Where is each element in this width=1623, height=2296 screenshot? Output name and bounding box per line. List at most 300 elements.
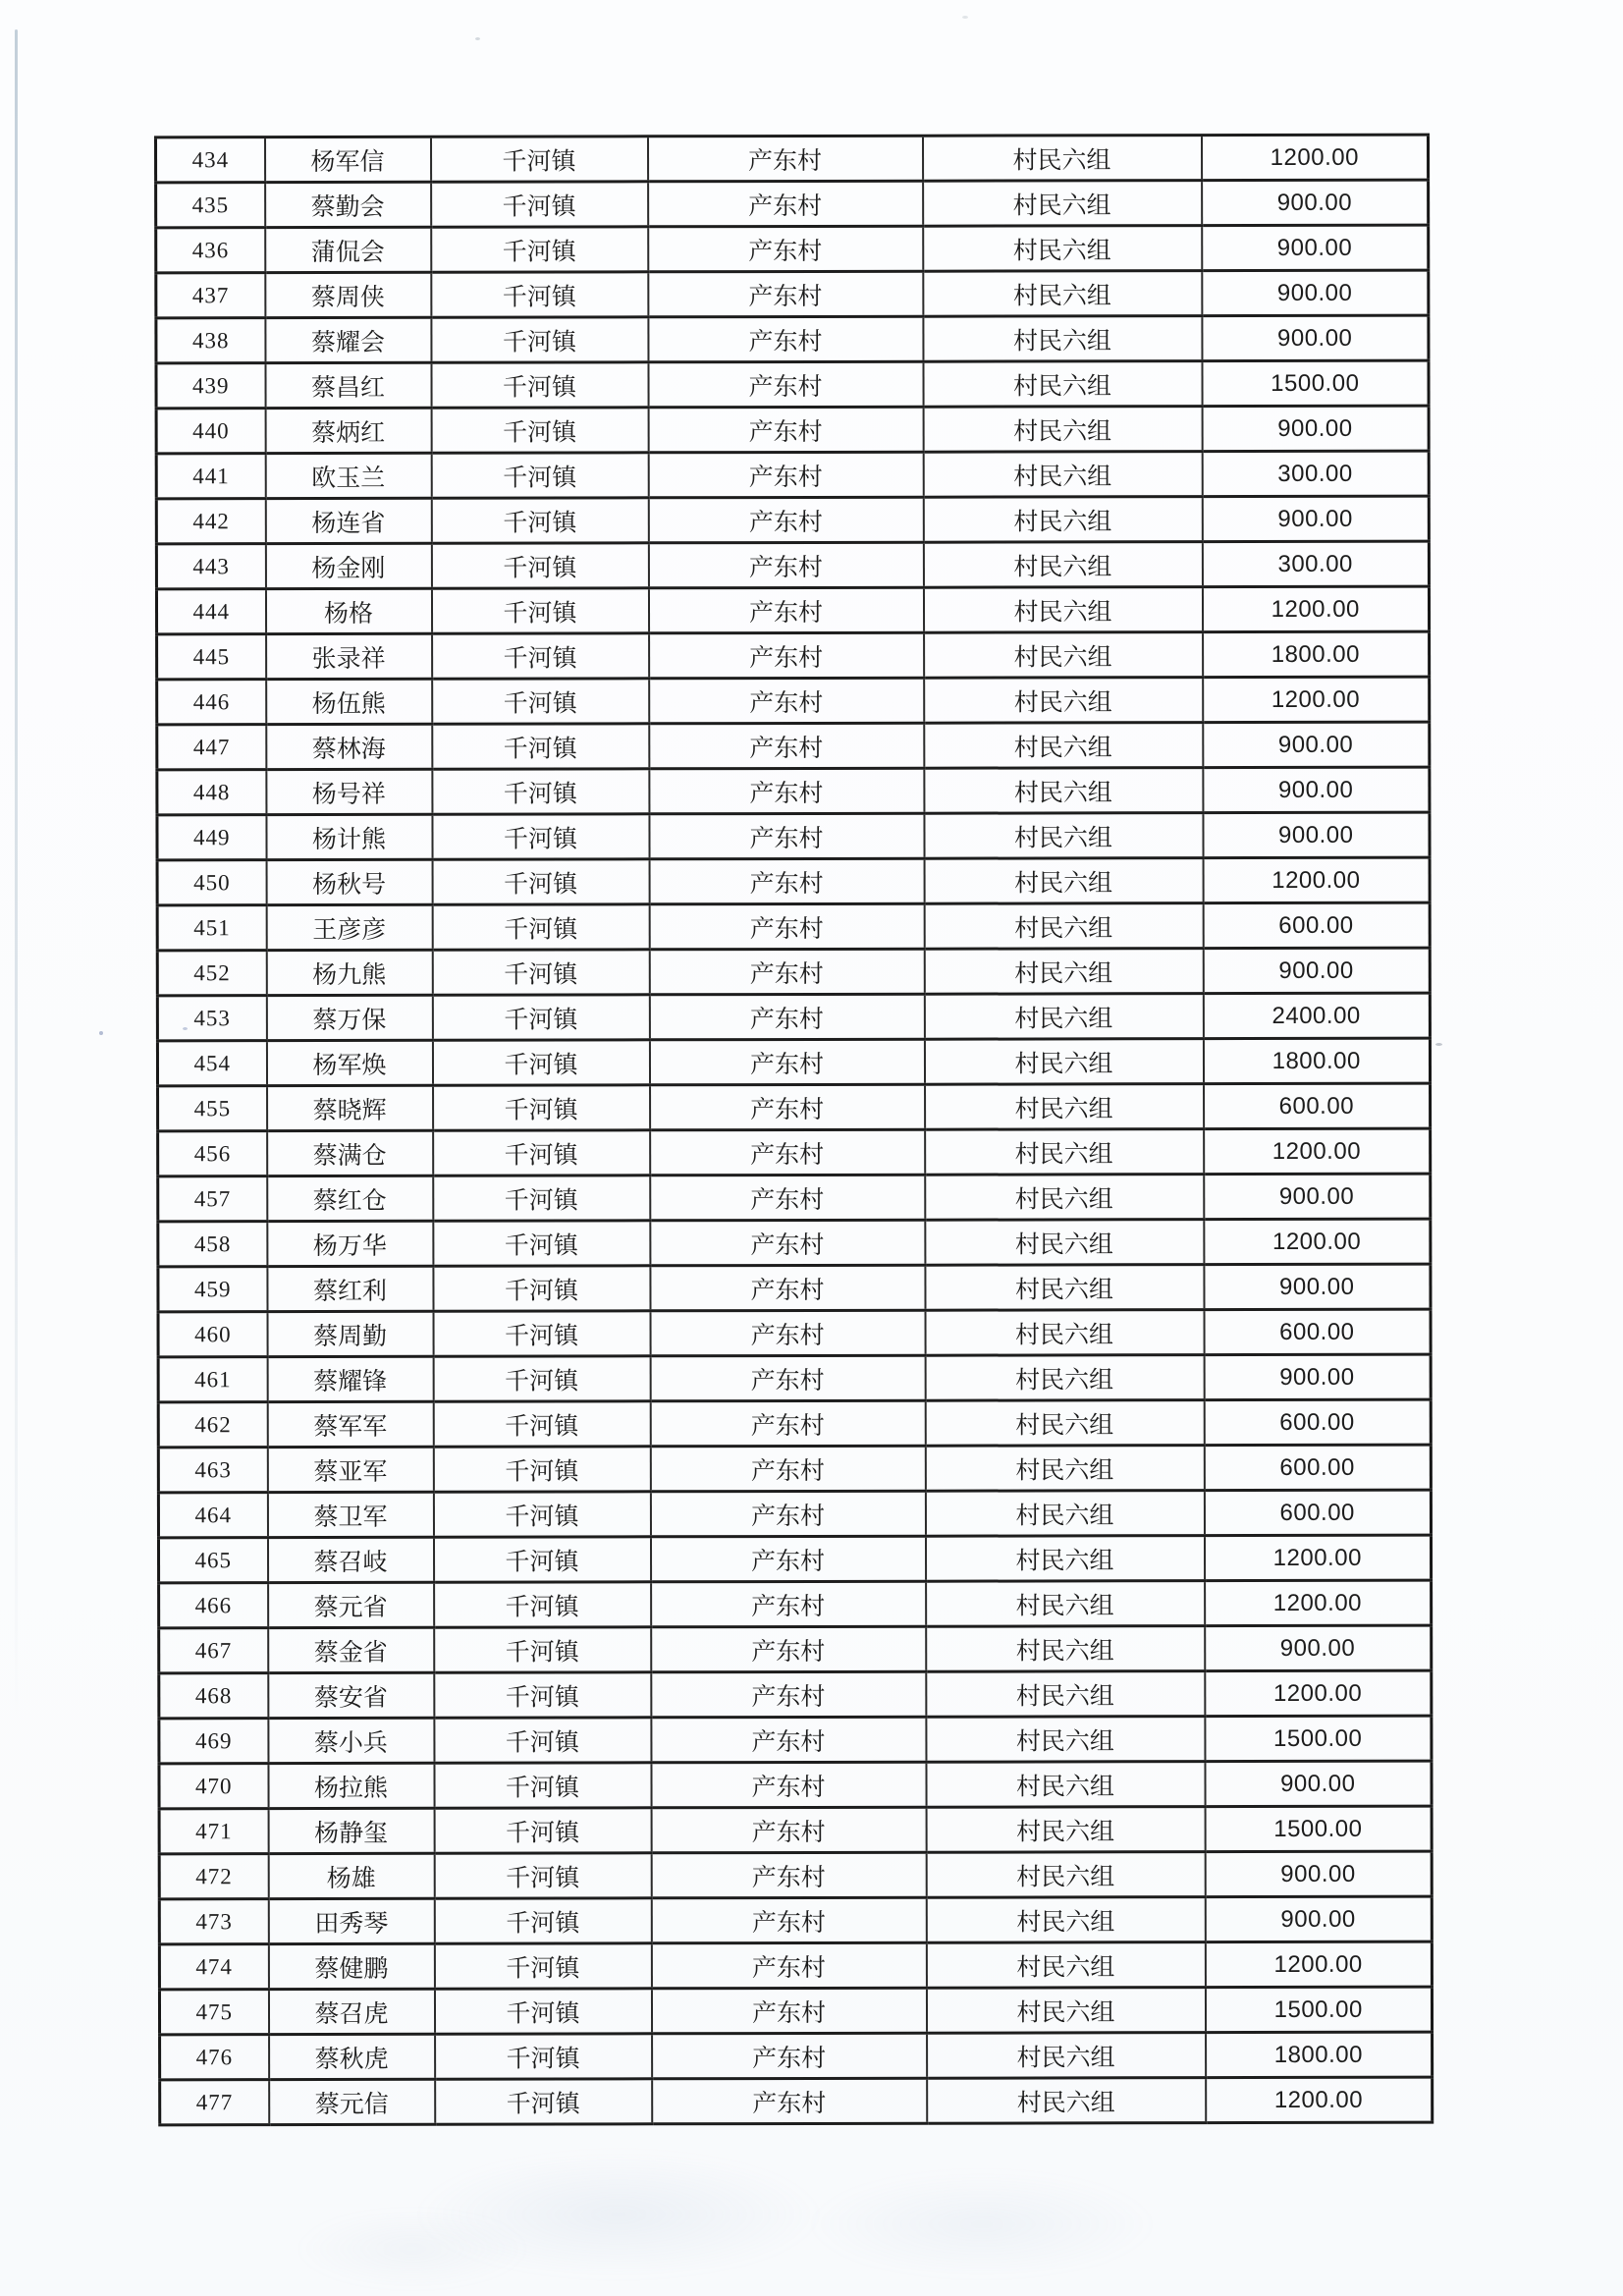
table-row bbox=[159, 1761, 1432, 1809]
cell-row-number: 435 bbox=[156, 183, 265, 228]
cell-group: 村民六组 bbox=[924, 723, 1203, 769]
cell-amount: 1200.00 bbox=[1204, 1219, 1431, 1264]
cell-amount: 900.00 bbox=[1203, 767, 1430, 812]
cell-name: 杨军焕 bbox=[266, 1040, 432, 1085]
cell-town: 千河镇 bbox=[431, 182, 648, 227]
cell-row-number: 476 bbox=[160, 2035, 269, 2080]
scan-speck bbox=[99, 1031, 103, 1035]
cell-village: 产东村 bbox=[651, 1852, 926, 1898]
table-row bbox=[158, 1128, 1431, 1176]
table-row bbox=[156, 496, 1429, 544]
cell-row-number: 448 bbox=[157, 770, 266, 815]
cell-name: 蔡卫军 bbox=[267, 1492, 433, 1537]
cell-village: 产东村 bbox=[649, 723, 924, 769]
cell-group: 村民六组 bbox=[926, 1581, 1205, 1627]
cell-name: 杨雄 bbox=[268, 1853, 434, 1898]
cell-row-number: 458 bbox=[158, 1222, 267, 1267]
cell-row-number: 441 bbox=[156, 454, 265, 499]
cell-village: 产东村 bbox=[650, 1084, 925, 1130]
cell-amount: 600.00 bbox=[1204, 1445, 1431, 1490]
table-row bbox=[157, 722, 1430, 770]
cell-row-number: 471 bbox=[159, 1809, 268, 1854]
cell-village: 产东村 bbox=[648, 452, 923, 498]
cell-name: 蒲侃会 bbox=[265, 227, 431, 272]
cell-name: 杨秋号 bbox=[266, 859, 432, 904]
cell-group: 村民六组 bbox=[923, 497, 1202, 543]
cell-row-number: 469 bbox=[159, 1719, 268, 1764]
cell-group: 村民六组 bbox=[926, 1671, 1205, 1718]
cell-row-number: 467 bbox=[159, 1628, 268, 1673]
cell-amount: 1200.00 bbox=[1205, 1580, 1432, 1625]
table-row bbox=[160, 2032, 1433, 2080]
cell-group: 村民六组 bbox=[925, 1446, 1204, 1492]
cell-row-number: 461 bbox=[158, 1357, 267, 1402]
cell-village: 产东村 bbox=[648, 136, 923, 182]
table-row bbox=[156, 360, 1429, 409]
cell-amount: 900.00 bbox=[1203, 722, 1430, 767]
cell-amount: 900.00 bbox=[1205, 1896, 1432, 1941]
cell-name: 杨格 bbox=[265, 588, 431, 633]
table-row bbox=[157, 902, 1430, 951]
cell-name: 蔡勤会 bbox=[265, 182, 431, 227]
cell-town: 千河镇 bbox=[433, 1085, 650, 1130]
cell-village: 产东村 bbox=[648, 542, 923, 588]
cell-name: 蔡周勤 bbox=[267, 1311, 433, 1356]
cell-name: 蔡安省 bbox=[268, 1672, 434, 1718]
cell-group: 村民六组 bbox=[923, 542, 1202, 588]
table-row bbox=[159, 1716, 1432, 1764]
table-row bbox=[159, 1625, 1432, 1673]
table-row bbox=[159, 1806, 1432, 1854]
cell-town: 千河镇 bbox=[434, 1627, 651, 1672]
cell-row-number: 440 bbox=[156, 409, 265, 454]
cell-name: 蔡晓辉 bbox=[267, 1085, 433, 1130]
cell-row-number: 445 bbox=[157, 634, 266, 680]
cell-name: 杨连省 bbox=[265, 498, 431, 543]
cell-town: 千河镇 bbox=[433, 1356, 650, 1401]
cell-group: 村民六组 bbox=[924, 994, 1203, 1040]
cell-town: 千河镇 bbox=[431, 408, 648, 453]
cell-town: 千河镇 bbox=[431, 362, 648, 408]
cell-town: 千河镇 bbox=[431, 453, 648, 498]
cell-town: 千河镇 bbox=[434, 1943, 651, 1989]
table-row bbox=[159, 1896, 1432, 1944]
cell-name: 杨伍熊 bbox=[266, 679, 432, 724]
cell-village: 产东村 bbox=[648, 226, 923, 272]
cell-name: 杨拉熊 bbox=[268, 1763, 434, 1808]
cell-amount: 1500.00 bbox=[1205, 1806, 1432, 1851]
table-row bbox=[158, 1309, 1431, 1357]
cell-group: 村民六组 bbox=[927, 2078, 1206, 2124]
cell-village: 产东村 bbox=[651, 1581, 926, 1627]
cell-village: 产东村 bbox=[650, 1491, 925, 1537]
cell-village: 产东村 bbox=[652, 2033, 927, 2079]
cell-village: 产东村 bbox=[651, 1762, 926, 1808]
cell-village: 产东村 bbox=[651, 1942, 926, 1989]
cell-town: 千河镇 bbox=[434, 1808, 651, 1853]
cell-amount: 600.00 bbox=[1204, 1490, 1431, 1535]
table-row bbox=[156, 451, 1429, 499]
cell-town: 千河镇 bbox=[432, 950, 649, 995]
cell-row-number: 443 bbox=[156, 544, 265, 589]
cell-group: 村民六组 bbox=[926, 1988, 1205, 2034]
cell-village: 产东村 bbox=[650, 1129, 925, 1175]
cell-group: 村民六组 bbox=[927, 2033, 1206, 2079]
cell-town: 千河镇 bbox=[433, 1130, 650, 1175]
cell-amount: 900.00 bbox=[1203, 948, 1430, 993]
cell-town: 千河镇 bbox=[432, 814, 649, 859]
scan-smudge bbox=[412, 2151, 825, 2278]
table-row bbox=[157, 812, 1430, 860]
cell-group: 村民六组 bbox=[924, 632, 1203, 679]
table-row bbox=[157, 993, 1430, 1041]
cell-town: 千河镇 bbox=[434, 1989, 651, 2034]
table-row bbox=[156, 406, 1429, 454]
cell-row-number: 473 bbox=[159, 1899, 268, 1944]
cell-town: 千河镇 bbox=[431, 543, 648, 588]
cell-group: 村民六组 bbox=[924, 1039, 1203, 1085]
cell-town: 千河镇 bbox=[432, 679, 649, 724]
cell-village: 产东村 bbox=[649, 768, 924, 814]
cell-row-number: 434 bbox=[156, 137, 265, 183]
scan-speck bbox=[962, 16, 968, 19]
cell-row-number: 452 bbox=[157, 951, 266, 996]
cell-name: 蔡炳红 bbox=[265, 408, 431, 453]
scan-speck bbox=[475, 37, 480, 40]
table-row bbox=[157, 767, 1430, 815]
cell-town: 千河镇 bbox=[434, 1853, 651, 1898]
cell-row-number: 464 bbox=[158, 1493, 267, 1538]
cell-town: 千河镇 bbox=[433, 1492, 650, 1537]
cell-row-number: 468 bbox=[159, 1673, 268, 1719]
cell-amount: 900.00 bbox=[1202, 315, 1429, 360]
cell-amount: 1200.00 bbox=[1204, 1535, 1431, 1580]
cell-group: 村民六组 bbox=[925, 1265, 1204, 1311]
cell-group: 村民六组 bbox=[925, 1310, 1204, 1356]
cell-name: 蔡元省 bbox=[268, 1582, 434, 1627]
cell-name: 张录祥 bbox=[266, 633, 432, 679]
cell-town: 千河镇 bbox=[431, 317, 648, 362]
cell-amount: 1200.00 bbox=[1202, 586, 1429, 631]
cell-town: 千河镇 bbox=[433, 1175, 650, 1221]
cell-town: 千河镇 bbox=[433, 1311, 650, 1356]
cell-name: 蔡耀会 bbox=[265, 317, 431, 362]
cell-town: 千河镇 bbox=[433, 1401, 650, 1447]
cell-name: 蔡昌红 bbox=[265, 362, 431, 408]
cell-town: 千河镇 bbox=[434, 1763, 651, 1808]
cell-group: 村民六组 bbox=[924, 768, 1203, 814]
cell-village: 产东村 bbox=[651, 1807, 926, 1853]
cell-amount: 600.00 bbox=[1204, 1399, 1431, 1445]
cell-row-number: 455 bbox=[158, 1086, 267, 1131]
table-row bbox=[158, 1264, 1431, 1312]
cell-row-number: 463 bbox=[158, 1448, 267, 1493]
cell-village: 产东村 bbox=[649, 632, 924, 679]
cell-town: 千河镇 bbox=[435, 2034, 652, 2079]
cell-town: 千河镇 bbox=[434, 1582, 651, 1627]
table-row bbox=[158, 1490, 1431, 1538]
cell-group: 村民六组 bbox=[925, 1175, 1204, 1221]
cell-town: 千河镇 bbox=[432, 724, 649, 769]
cell-row-number: 447 bbox=[157, 725, 266, 770]
cell-town: 千河镇 bbox=[432, 904, 649, 950]
cell-amount: 2400.00 bbox=[1203, 993, 1430, 1038]
cell-town: 千河镇 bbox=[431, 227, 648, 272]
cell-amount: 900.00 bbox=[1202, 225, 1429, 270]
payment-table-body bbox=[156, 135, 1433, 2125]
cell-village: 产东村 bbox=[651, 1897, 926, 1943]
cell-town: 千河镇 bbox=[431, 272, 648, 317]
cell-amount: 1800.00 bbox=[1206, 2032, 1433, 2077]
table-row bbox=[158, 1445, 1431, 1493]
cell-amount: 900.00 bbox=[1202, 496, 1429, 541]
scan-edge-artifact bbox=[15, 29, 18, 1719]
cell-group: 村民六组 bbox=[923, 361, 1202, 408]
cell-amount: 1200.00 bbox=[1203, 857, 1430, 902]
cell-village: 产东村 bbox=[650, 1400, 925, 1447]
cell-amount: 900.00 bbox=[1204, 1174, 1431, 1219]
cell-row-number: 477 bbox=[160, 2080, 269, 2125]
cell-village: 产东村 bbox=[649, 813, 924, 859]
cell-row-number: 470 bbox=[159, 1764, 268, 1809]
table-row bbox=[156, 270, 1429, 318]
cell-name: 杨金刚 bbox=[265, 543, 431, 588]
cell-name: 杨计熊 bbox=[266, 814, 432, 859]
table-row bbox=[159, 1987, 1432, 2035]
cell-amount: 1800.00 bbox=[1203, 1038, 1430, 1083]
cell-row-number: 456 bbox=[158, 1131, 267, 1176]
cell-group: 村民六组 bbox=[925, 1220, 1204, 1266]
cell-town: 千河镇 bbox=[431, 137, 648, 182]
cell-village: 产东村 bbox=[648, 271, 923, 317]
cell-name: 蔡周侠 bbox=[265, 272, 431, 317]
cell-name: 蔡元信 bbox=[269, 2079, 435, 2124]
cell-town: 千河镇 bbox=[432, 1040, 649, 1085]
cell-row-number: 439 bbox=[156, 363, 265, 409]
table-row bbox=[156, 135, 1429, 183]
cell-name: 蔡万保 bbox=[266, 995, 432, 1040]
cell-group: 村民六组 bbox=[926, 1626, 1205, 1672]
table-row bbox=[159, 1670, 1432, 1719]
cell-village: 产东村 bbox=[651, 1671, 926, 1718]
scan-smudge bbox=[805, 2170, 1159, 2278]
cell-group: 村民六组 bbox=[923, 181, 1202, 227]
table-row bbox=[156, 180, 1429, 228]
cell-row-number: 442 bbox=[156, 499, 265, 544]
cell-group: 村民六组 bbox=[926, 1762, 1205, 1808]
cell-amount: 300.00 bbox=[1202, 541, 1429, 586]
cell-row-number: 446 bbox=[157, 680, 266, 725]
cell-town: 千河镇 bbox=[432, 769, 649, 814]
cell-town: 千河镇 bbox=[432, 859, 649, 904]
cell-group: 村民六组 bbox=[923, 316, 1202, 362]
cell-village: 产东村 bbox=[649, 949, 924, 995]
cell-amount: 1500.00 bbox=[1205, 1716, 1432, 1761]
cell-group: 村民六组 bbox=[924, 858, 1203, 904]
cell-name: 蔡召岐 bbox=[267, 1537, 433, 1582]
cell-group: 村民六组 bbox=[923, 226, 1202, 272]
cell-row-number: 459 bbox=[158, 1267, 267, 1312]
cell-name: 杨军信 bbox=[265, 137, 431, 182]
table-row bbox=[159, 1851, 1432, 1899]
cell-amount: 900.00 bbox=[1204, 1264, 1431, 1309]
cell-row-number: 437 bbox=[156, 273, 265, 318]
cell-village: 产东村 bbox=[650, 1265, 925, 1311]
cell-town: 千河镇 bbox=[433, 1537, 650, 1582]
cell-village: 产东村 bbox=[649, 858, 924, 904]
payment-table-container bbox=[154, 134, 1434, 2127]
cell-name: 蔡召虎 bbox=[268, 1989, 434, 2034]
cell-amount: 600.00 bbox=[1203, 902, 1430, 948]
cell-row-number: 451 bbox=[157, 905, 266, 951]
cell-name: 蔡耀锋 bbox=[267, 1356, 433, 1401]
table-row bbox=[156, 541, 1429, 589]
cell-town: 千河镇 bbox=[431, 588, 648, 633]
cell-village: 产东村 bbox=[650, 1536, 925, 1582]
cell-town: 千河镇 bbox=[431, 498, 648, 543]
cell-town: 千河镇 bbox=[433, 1221, 650, 1266]
cell-name: 蔡健鹏 bbox=[268, 1943, 434, 1989]
cell-town: 千河镇 bbox=[435, 2079, 652, 2124]
cell-row-number: 436 bbox=[156, 228, 265, 273]
cell-town: 千河镇 bbox=[432, 633, 649, 679]
cell-amount: 1200.00 bbox=[1205, 1670, 1432, 1716]
cell-amount: 1200.00 bbox=[1203, 677, 1430, 722]
cell-row-number: 454 bbox=[157, 1041, 266, 1086]
cell-village: 产东村 bbox=[648, 361, 923, 408]
cell-village: 产东村 bbox=[651, 1626, 926, 1672]
cell-row-number: 460 bbox=[158, 1312, 267, 1357]
cell-amount: 900.00 bbox=[1203, 812, 1430, 857]
cell-amount: 1500.00 bbox=[1202, 360, 1429, 406]
table-row bbox=[156, 315, 1429, 363]
cell-group: 村民六组 bbox=[925, 1400, 1204, 1447]
cell-amount: 600.00 bbox=[1204, 1309, 1431, 1354]
cell-village: 产东村 bbox=[649, 903, 924, 950]
cell-group: 村民六组 bbox=[923, 452, 1202, 498]
cell-amount: 1200.00 bbox=[1202, 135, 1429, 180]
table-row bbox=[158, 1174, 1431, 1222]
cell-name: 蔡亚军 bbox=[267, 1447, 433, 1492]
cell-group: 村民六组 bbox=[926, 1807, 1205, 1853]
cell-town: 千河镇 bbox=[432, 995, 649, 1040]
cell-village: 产东村 bbox=[650, 1220, 925, 1266]
cell-amount: 900.00 bbox=[1202, 406, 1429, 451]
cell-village: 产东村 bbox=[652, 2078, 927, 2124]
cell-village: 产东村 bbox=[650, 1355, 925, 1401]
cell-town: 千河镇 bbox=[433, 1266, 650, 1311]
cell-group: 村民六组 bbox=[924, 949, 1203, 995]
cell-group: 村民六组 bbox=[923, 136, 1202, 182]
table-row bbox=[156, 225, 1429, 273]
cell-amount: 900.00 bbox=[1204, 1354, 1431, 1399]
table-row bbox=[159, 1580, 1432, 1628]
cell-row-number: 465 bbox=[158, 1538, 267, 1583]
cell-name: 杨号祥 bbox=[266, 769, 432, 814]
cell-village: 产东村 bbox=[651, 1988, 926, 2034]
cell-amount: 1200.00 bbox=[1204, 1128, 1431, 1174]
cell-village: 产东村 bbox=[650, 1310, 925, 1356]
cell-village: 产东村 bbox=[648, 316, 923, 362]
table-row bbox=[157, 677, 1430, 725]
payment-table bbox=[154, 134, 1434, 2127]
cell-row-number: 450 bbox=[157, 860, 266, 905]
table-row bbox=[159, 1941, 1432, 1990]
cell-group: 村民六组 bbox=[924, 903, 1203, 950]
cell-row-number: 474 bbox=[159, 1944, 268, 1990]
cell-amount: 1200.00 bbox=[1206, 2077, 1433, 2122]
cell-amount: 900.00 bbox=[1205, 1625, 1432, 1670]
cell-town: 千河镇 bbox=[433, 1447, 650, 1492]
cell-group: 村民六组 bbox=[923, 587, 1202, 633]
table-row bbox=[157, 857, 1430, 905]
cell-name: 欧玉兰 bbox=[265, 453, 431, 498]
cell-amount: 1500.00 bbox=[1205, 1987, 1432, 2032]
cell-village: 产东村 bbox=[650, 1446, 925, 1492]
cell-name: 王彦彦 bbox=[266, 904, 432, 950]
table-row bbox=[158, 1083, 1431, 1131]
cell-name: 蔡林海 bbox=[266, 724, 432, 769]
cell-village: 产东村 bbox=[649, 678, 924, 724]
cell-amount: 1200.00 bbox=[1205, 1941, 1432, 1987]
cell-row-number: 466 bbox=[159, 1583, 268, 1628]
table-row bbox=[160, 2077, 1433, 2125]
cell-amount: 600.00 bbox=[1204, 1083, 1431, 1128]
cell-group: 村民六组 bbox=[923, 407, 1202, 453]
cell-village: 产东村 bbox=[651, 1717, 926, 1763]
table-row bbox=[158, 1219, 1431, 1267]
cell-group: 村民六组 bbox=[924, 813, 1203, 859]
cell-row-number: 472 bbox=[159, 1854, 268, 1899]
cell-village: 产东村 bbox=[648, 497, 923, 543]
cell-village: 产东村 bbox=[648, 587, 923, 633]
cell-name: 杨静玺 bbox=[268, 1808, 434, 1853]
cell-name: 蔡满仓 bbox=[267, 1130, 433, 1175]
cell-name: 田秀琴 bbox=[268, 1898, 434, 1943]
cell-name: 蔡小兵 bbox=[268, 1718, 434, 1763]
table-row bbox=[157, 948, 1430, 996]
table-row bbox=[158, 1354, 1431, 1402]
table-row bbox=[157, 631, 1430, 680]
cell-amount: 900.00 bbox=[1202, 180, 1429, 225]
cell-name: 蔡红利 bbox=[267, 1266, 433, 1311]
cell-village: 产东村 bbox=[649, 1039, 924, 1085]
cell-group: 村民六组 bbox=[925, 1355, 1204, 1401]
cell-name: 蔡军军 bbox=[267, 1401, 433, 1447]
table-row bbox=[156, 586, 1429, 634]
cell-row-number: 438 bbox=[156, 318, 265, 363]
cell-group: 村民六组 bbox=[925, 1084, 1204, 1130]
cell-row-number: 449 bbox=[157, 815, 266, 860]
cell-group: 村民六组 bbox=[926, 1942, 1205, 1989]
cell-village: 产东村 bbox=[650, 1175, 925, 1221]
cell-town: 千河镇 bbox=[434, 1672, 651, 1718]
cell-town: 千河镇 bbox=[434, 1718, 651, 1763]
cell-group: 村民六组 bbox=[925, 1536, 1204, 1582]
cell-group: 村民六组 bbox=[926, 1897, 1205, 1943]
cell-village: 产东村 bbox=[649, 994, 924, 1040]
cell-group: 村民六组 bbox=[926, 1717, 1205, 1763]
cell-group: 村民六组 bbox=[926, 1852, 1205, 1898]
cell-name: 杨九熊 bbox=[266, 950, 432, 995]
cell-row-number: 475 bbox=[159, 1990, 268, 2035]
cell-row-number: 444 bbox=[156, 589, 265, 634]
cell-amount: 900.00 bbox=[1205, 1851, 1432, 1896]
cell-row-number: 462 bbox=[158, 1402, 267, 1448]
cell-name: 蔡秋虎 bbox=[269, 2034, 435, 2079]
cell-row-number: 457 bbox=[158, 1176, 267, 1222]
cell-name: 杨万华 bbox=[267, 1221, 433, 1266]
